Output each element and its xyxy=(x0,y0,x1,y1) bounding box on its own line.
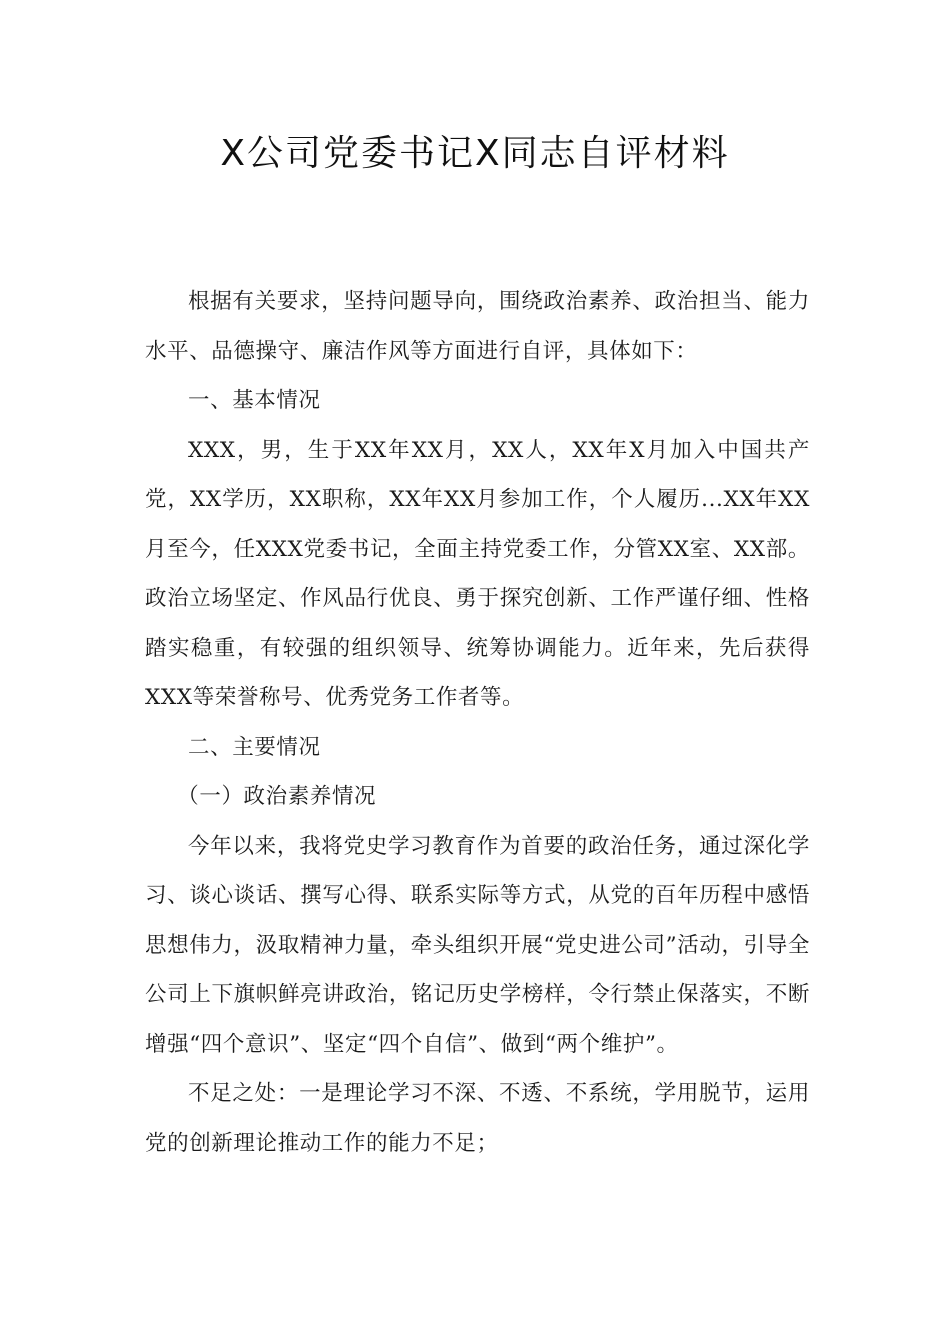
document-body xyxy=(145,277,810,1168)
shortcomings-paragraph: 不足之处：一是理论学习不深、不透、不系统，学用脱节，运用党的创新理论推动工作的能力不足； xyxy=(145,1081,810,1156)
basic-info-paragraph: XXX，男，生于XX年XX月，XX人，XX年X月加入中国共产党，XX学历，XX职称，XX年XX月参加工作，个人履历...XX年XX月至今，任XXX党委书记，全面主持党委工作，分管XX室、XX部。政治立场坚定、作风品行优良、勇于探究创新、工作严谨仔细、性格踏实稳重，有较强的组织领导、统筹协调能力。近年来，先后获得XXX等荣誉称号、优秀党务工作者等。 xyxy=(145,437,810,710)
subsection-heading-political-quality: （一）政治素养情况 xyxy=(177,784,377,809)
section-heading-main-info: 二、主要情况 xyxy=(188,734,321,760)
document-title: X公司党委书记X同志自评材料 xyxy=(220,133,730,174)
political-quality-paragraph: 今年以来，我将党史学习教育作为首要的政治任务，通过深化学习、谈心谈话、撰写心得、联系实际等方式，从党的百年历程中感悟思想伟力，汲取精神力量，牵头组织开展“党史进公司”活动，引导全公司上下旗帜鲜亮讲政治，铭记历史学榜样，令行禁止保落实，不断增强“四个意识”、坚定“四个自信”、做到“两个维护”。 xyxy=(145,833,810,1057)
section-heading-basic-info: 一、基本情况 xyxy=(188,388,321,413)
intro-paragraph: 根据有关要求，坚持问题导向，围绕政治素养、政治担当、能力水平、品德操守、廉洁作风等方面进行自评，具体如下： xyxy=(145,289,810,364)
